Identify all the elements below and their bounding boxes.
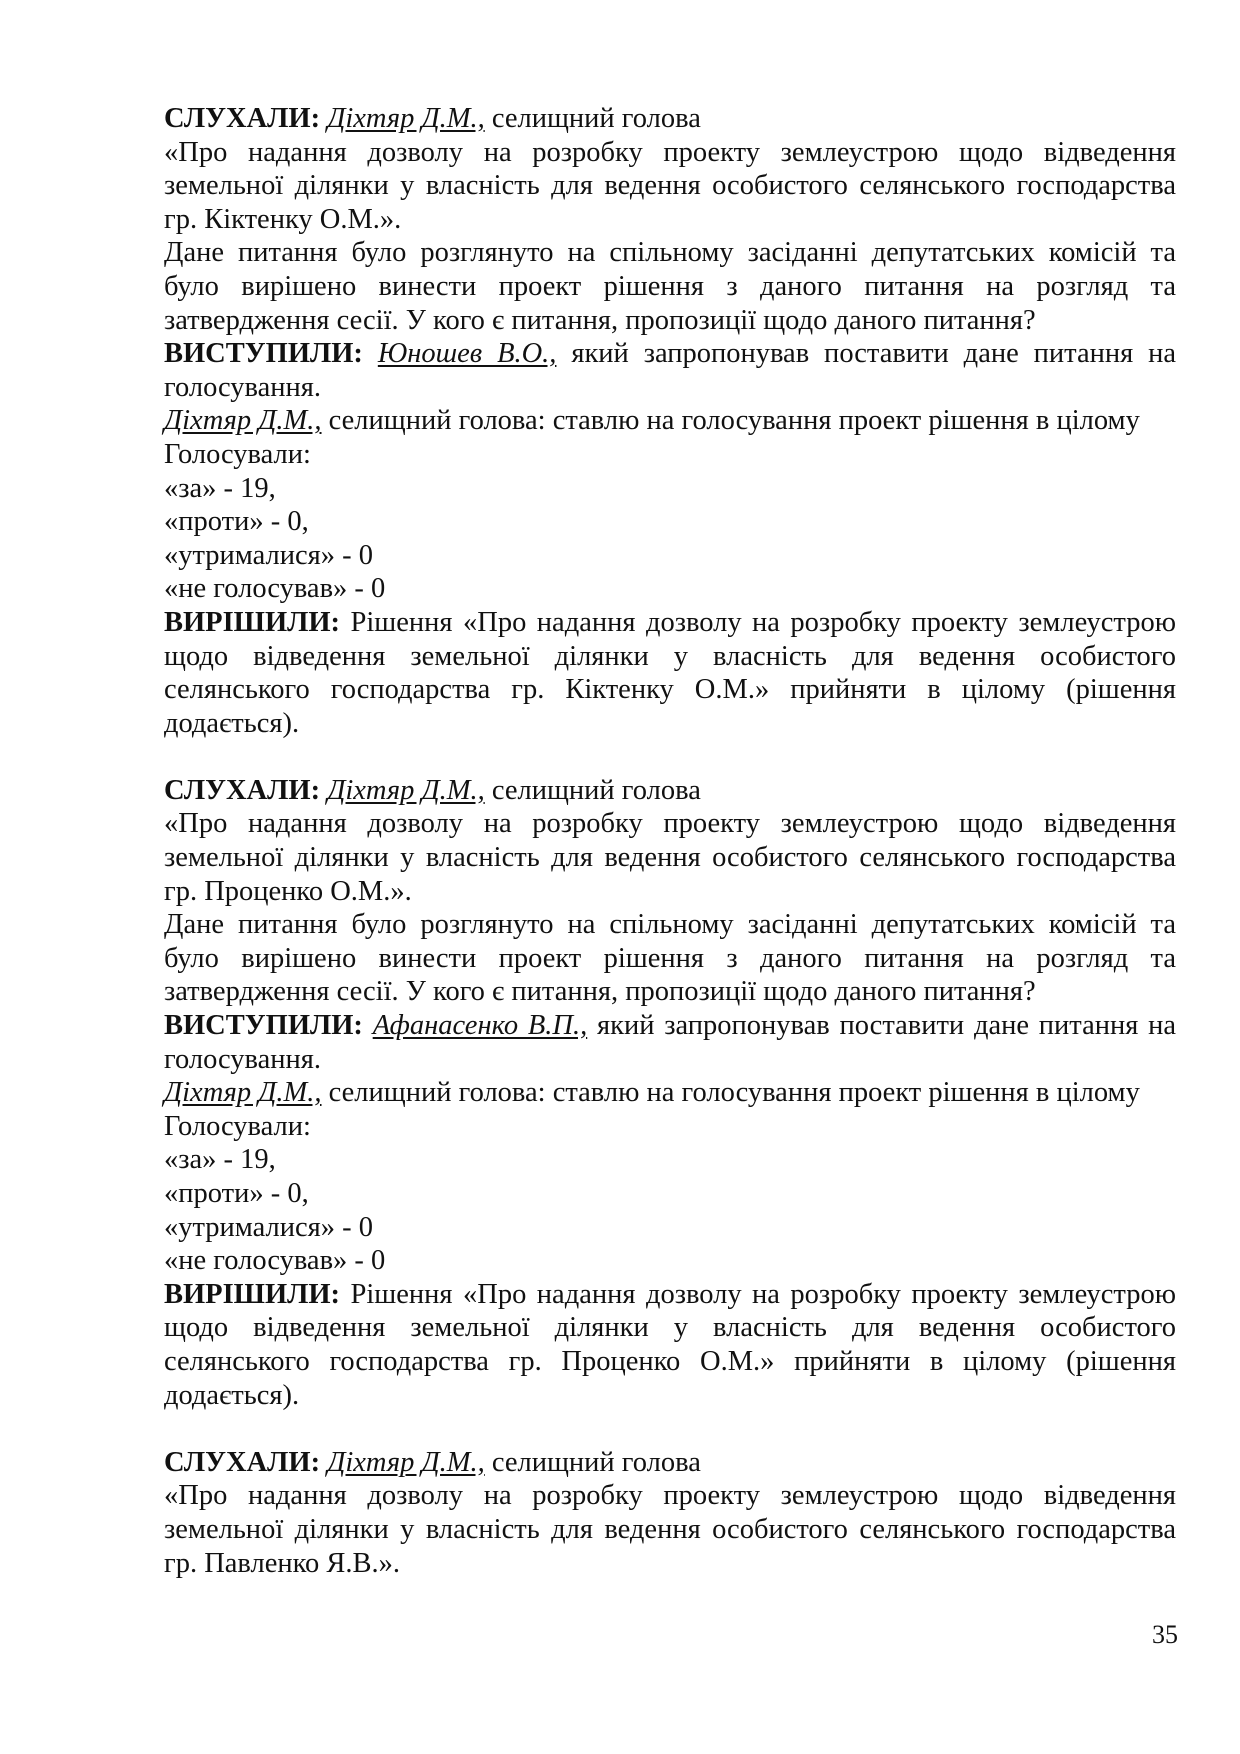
speaker-role: селищний голова [484, 103, 701, 134]
spoke-label: ВИСТУПИЛИ: [164, 338, 363, 370]
topic-text: «Про надання дозволу на розробку проекту землеустрою щодо відведення земельної ділянки у власність для ведення особистого селянського господарства гр. Павленко Я.В.». [164, 1480, 1176, 1579]
chair-speaker: Діхтяр Д.М., [164, 1077, 322, 1109]
decided-label: ВИРІШИЛИ: [164, 606, 341, 638]
chair-text: селищний голова: ставлю на голосування проект рішення в цілому [321, 1077, 1140, 1109]
topic-text: «Про надання дозволу на розробку проекту землеустрою щодо відведення земельної ділянки у власність для ведення особистого селянського господарства гр. Кіктенку О.М.». [164, 136, 1176, 235]
vote-heading: Голосували: [164, 1110, 311, 1142]
speaker-name: Діхтяр Д.М., [327, 774, 485, 806]
chair-line [164, 1076, 1176, 1110]
agenda-item [164, 774, 1176, 1412]
decided-text: Рішення «Про надання дозволу на розробку проекту землеустрою щодо відведення земельної ділянки у власність для ведення особистого селянського господарства гр. Проценко О.М.» прийняти в цілому (рішення додається). [164, 1278, 1176, 1411]
heard-line [164, 1446, 1176, 1480]
speaker-role: селищний голова [484, 1446, 701, 1478]
topic-text: «Про надання дозволу на розробку проекту землеустрою щодо відведення земельної ділянки у власність для ведення особистого селянського господарства гр. Проценко О.М.». [164, 808, 1176, 907]
chair-speaker: Діхтяр Д.М., [164, 405, 322, 437]
vote-against: «проти» - 0, [164, 506, 309, 538]
spoke-speaker: Афанасенко В.П., [372, 1010, 588, 1042]
spoke-text: який запропонував поставити дане питання на голосування. [164, 338, 1177, 403]
speaker-name: Діхтяр Д.М., [327, 103, 485, 134]
spoke-line [164, 1009, 1176, 1076]
speaker-name: Діхтяр Д.М., [327, 1446, 485, 1478]
decided-line [164, 606, 1176, 740]
vote-abstain: «утрималися» - 0 [164, 1211, 374, 1243]
agenda-item [164, 1446, 1176, 1580]
chair-text: селищний голова: ставлю на голосування проект рішення в цілому [321, 405, 1140, 437]
vote-for: «за» - 19, [164, 472, 276, 504]
decided-line [164, 1278, 1176, 1412]
intro-text: Дане питання було розглянуто на спільному засіданні депутатських комісій та було вирішено винести проект рішення з даного питання на розгляд та затвердження сесії. У кого є питання, пропозиції щодо даного питання? [164, 909, 1176, 1008]
page-number: 35 [1152, 1620, 1178, 1649]
vote-heading: Голосували: [164, 438, 311, 470]
decided-label: ВИРІШИЛИ: [164, 1278, 341, 1310]
chair-line [164, 404, 1176, 438]
spoke-label: ВИСТУПИЛИ: [164, 1010, 363, 1042]
heard-label: СЛУХАЛИ: [164, 774, 321, 806]
decided-text: Рішення «Про надання дозволу на розробку проекту землеустрою щодо відведення земельної ділянки у власність для ведення особистого селянського господарства гр. Кіктенку О.М.» прийняти в цілому (рішення додається). [164, 606, 1176, 739]
spoke-speaker: Юношев В.О., [377, 338, 557, 370]
vote-for: «за» - 19, [164, 1144, 276, 1176]
heard-label: СЛУХАЛИ: [164, 103, 321, 134]
vote-not-voted: «не голосував» - 0 [164, 573, 386, 605]
spoke-text: який запропонував поставити дане питання на голосування. [164, 1010, 1177, 1075]
spoke-line [164, 337, 1176, 404]
vote-abstain: «утрималися» - 0 [164, 539, 374, 571]
vote-not-voted: «не голосував» - 0 [164, 1245, 386, 1277]
intro-text: Дане питання було розглянуто на спільному засіданні депутатських комісій та було вирішено винести проект рішення з даного питання на розгляд та затвердження сесії. У кого є питання, пропозиції щодо даного питання? [164, 237, 1176, 336]
heard-line [164, 102, 1176, 136]
agenda-item [164, 102, 1176, 740]
document-body [164, 102, 1176, 1614]
speaker-role: селищний голова [484, 774, 701, 806]
heard-line [164, 774, 1176, 808]
heard-label: СЛУХАЛИ: [164, 1446, 321, 1478]
vote-against: «проти» - 0, [164, 1178, 309, 1209]
